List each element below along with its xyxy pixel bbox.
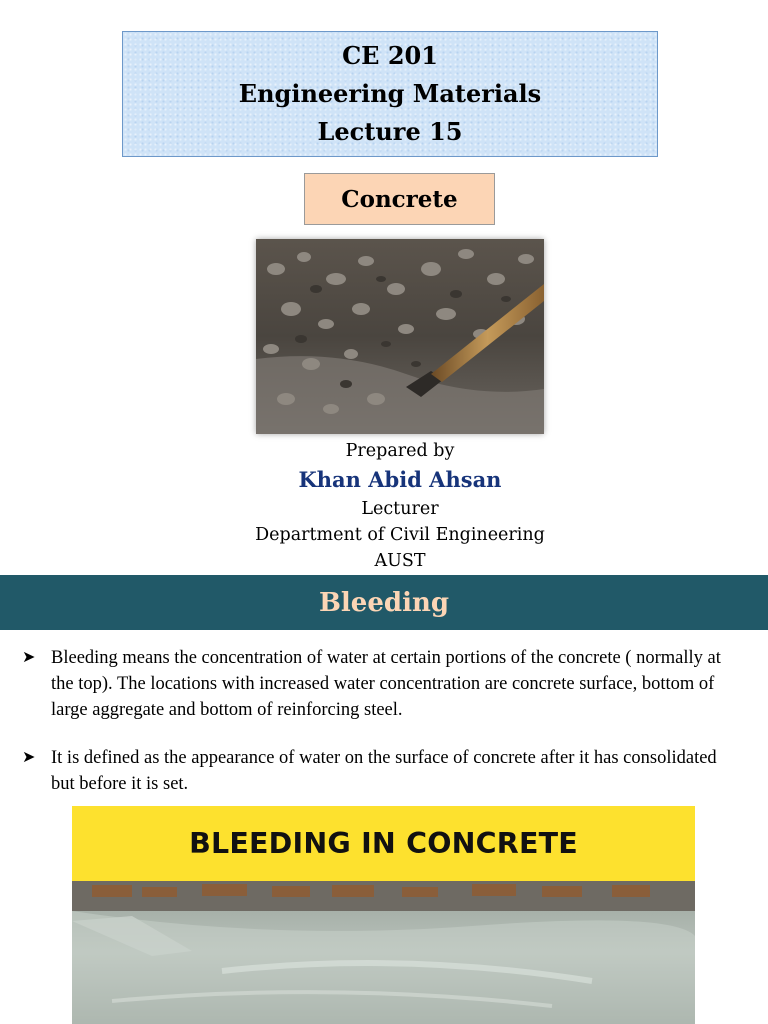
prepared-by-label: Prepared by xyxy=(345,441,455,461)
author-department: Department of Civil Engineering xyxy=(255,525,545,545)
bleeding-photo xyxy=(72,881,695,1024)
bullet-text: It is defined as the appearance of water on the surface of concrete after it has consolidated but before it is set. xyxy=(51,748,717,794)
bullet-text: Bleeding means the concentration of water at certain portions of the concrete ( normally at the top). The locations with increased water concentration are concrete surface, bottom of large aggregate and bottom of reinforcing steel. xyxy=(51,648,721,720)
lecture-number: Lecture 15 xyxy=(317,117,463,146)
author-block xyxy=(0,438,768,574)
bullet-list xyxy=(20,645,740,819)
author-role: Lecturer xyxy=(361,499,439,519)
title-box xyxy=(122,31,658,157)
topic-box xyxy=(304,173,495,225)
arrow-bullet-icon: ➤ xyxy=(22,649,36,666)
author-institution: AUST xyxy=(374,551,426,571)
topic-title: Concrete xyxy=(341,185,458,213)
author-name: Khan Abid Ahsan xyxy=(298,467,502,492)
section-header-bar xyxy=(0,575,768,630)
bullet-item xyxy=(20,645,740,723)
bullet-item xyxy=(20,745,740,797)
arrow-bullet-icon: ➤ xyxy=(22,749,36,766)
course-title: Engineering Materials xyxy=(238,79,542,108)
concrete-photo xyxy=(256,239,544,434)
course-code: CE 201 xyxy=(342,41,438,70)
figure-caption: BLEEDING IN CONCRETE xyxy=(189,827,578,860)
figure-caption-strip xyxy=(72,806,695,881)
bleeding-figure xyxy=(72,806,695,1024)
section-heading: Bleeding xyxy=(318,587,450,618)
